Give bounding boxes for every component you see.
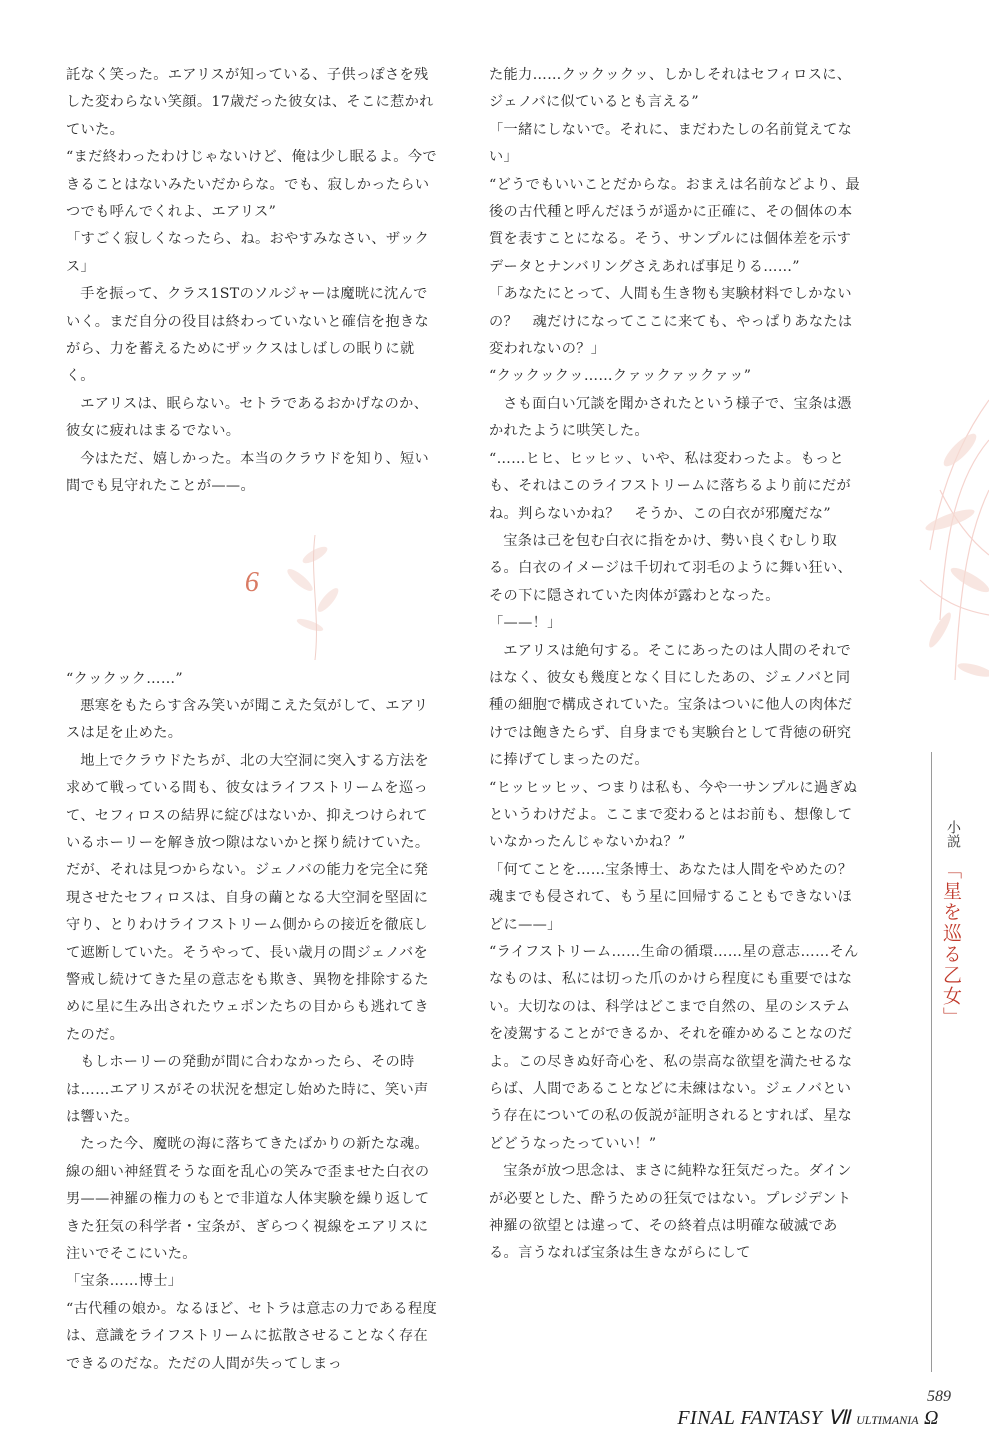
sidebar-divider [931,752,932,1372]
paragraph: 託なく笑った。エアリスが知っている、子供っぽさを残した変わらない笑顔。17歳だった彼女は、そこに惹かれていた。 [66,67,434,138]
right-column-paragraphs [489,62,867,1268]
page-number: 589 [927,1388,951,1405]
paragraph: “クックック……” [66,670,183,687]
paragraph: 「宝条……博士」 [66,1273,183,1290]
paragraph: 手を振って、クラス1STのソルジャーは魔晄に沈んでいく。まだ自分の役目は終わっていないと確信を抱きながら、力を蓄えるためにザックスはしばしの眠りに就く。 [66,286,430,385]
left-text-column [66,62,438,1378]
paragraph: “古代種の娘か。なるほど、セトラは意志の力である程度は、意識をライフストリームに拡散させることなく存在できるのだな。ただの人間が失ってしまっ [66,1300,438,1372]
footer-book-title [677,1405,939,1430]
left-column-top-paragraphs [66,62,438,501]
sidebar-title: 「星を巡る乙女」 [940,860,962,1028]
paragraph: 悪寒をもたらす含み笑いが聞こえた気がして、エアリスは足を止めた。 [66,697,429,742]
section-number: 6 [244,567,260,599]
right-text-column [489,62,867,1268]
paragraph: 今はただ、嬉しかった。本当のクラウドを知り、短い間でも見守れたことが——。 [66,450,430,495]
paragraph: 「何てことを……宝条博士、あなたは人間をやめたの？ 魂までも侵されて、もう星に回帰することもできないほどに——」 [489,861,867,933]
paragraph: 宝条は己を包む白衣に指をかけ、勢い良くむしり取る。白衣のイメージは千切れて羽毛のように舞い狂い、その下に隠されていた肉体が露わとなった。 [489,532,853,604]
paragraph: 「あなたにとって、人間も生き物も実験材料でしかないの？ 魂だけになってここに来ても、やっぱりあなたは変われないの？」 [489,286,853,358]
paragraph: たった今、魔晄の海に落ちてきたばかりの新たな魂。線の細い神経質そうな面を乱心の笑みで歪ませた白衣の男——神羅の権力のもとで非道な人体実験を繰り返してきた狂気の科学者・宝条が、ぎらつく視線をエアリスに注いでそこにいた。 [66,1136,430,1263]
paragraph: 「——！」 [489,615,562,632]
left-column-bottom-paragraphs [66,666,438,1379]
paragraph: 地上でクラウドたちが、北の大空洞に突入する方法を求めて戦っている間も、彼女はライフストリームを巡って、セフィロスの結界に綻びはないか、抑えつけられているホーリーを解き放つ隙はないかと探り続けていた。だが、それは見つからない。ジェノバの能力を完全に発現させたセフィロスは、自身の繭となる大空洞を堅固に守り、とりわけライフストリーム側からの接近を徹底して遮断していた。そうやって、長い歳月の間ジェノバを警戒し続けてきた星の意志をも欺き、異物を排除するために星に生み出されたウェポンたちの目からも逃れてきたのだ。 [66,752,430,1043]
sidebar-category: 小説 [945,820,961,848]
paragraph: さも面白い冗談を聞かされたという様子で、宝条は憑かれたように哄笑した。 [489,395,852,440]
paragraph: もしホーリーの発動が間に合わなかったら、その時は……エアリスがその状況を想定し始めた時に、笑い声は響いた。 [66,1054,429,1125]
paragraph: エアリスは、眠らない。セトラであるおかげなのか、彼女に疲れはまるでない。 [66,395,429,440]
paragraph: た能力……クックックッ、しかしそれはセフィロスに、ジェノバに似ているとも言える” [489,67,852,111]
paragraph: “……ヒヒ、ヒッヒッ、いや、私は変わったよ。もっとも、それはこのライフストリームに落ちるより前にだがね。判らないかね？ そうか、この白衣が邪魔だな” [489,450,852,522]
paragraph: 「一緒にしないで。それに、まだわたしの名前覚えてない」 [489,121,853,166]
paragraph: 「すごく寂しくなったら、ね。おやすみなさい、ザックス」 [66,231,430,275]
paragraph: “まだ終わったわけじゃないけど、俺は少し眠るよ。今できることはないみたいだからな。でも、寂しかったらいつでも呼んでくれよ、エアリス” [66,149,437,221]
footer-title-sub: ULTIMANIA [856,1413,919,1427]
footer-title-main: FINAL FANTASY Ⅶ [677,1407,851,1429]
footer-omega: Ω [924,1407,939,1429]
paragraph: “ライフストリーム……生命の循環……星の意志……そんなものは、私には切った爪のかけら程度にも重要ではない。大切なのは、科学はどこまで自然の、星のシステムを凌駕することができるか、それを確かめることなのだよ。この尽きぬ好奇心を、私の崇高な欲望を満たせるならば、人間であることなどに未練はない。ジェノバという存在についての私の仮説が証明されるとすれば、星などどうなったっていい！” [489,944,859,1152]
paragraph: “クックックッ……クァックァックァッ” [489,368,752,385]
paragraph: 宝条が放つ思念は、まさに純粋な狂気だった。ダインが必要とした、酔うための狂気ではない。プレジデント神羅の欲望とは違って、その終着点は明確な破滅である。言うなれば宝条は生きながらにして [489,1163,852,1262]
lily-decoration-right [900,380,989,720]
paragraph: “ヒッヒッヒッ、つまりは私も、今や一サンプルに過ぎぬというわけだよ。ここまで変わるとはお前も、想像していなかったんじゃないかね？” [489,779,858,851]
paragraph: “どうでもいいことだからな。おまえは名前などより、最後の古代種と呼んだほうが遥かに正確に、その個体の本質を表すことになる。そう、サンプルには個体差を示すデータとナンバリングさえあれば事足りる……” [489,176,861,275]
paragraph: エアリスは絶句する。そこにあったのは人間のそれではなく、彼女も幾度となく目にしたあの、ジェノバと同種の細胞で構成されていた。宝条はついに他人の肉体だけでは飽きたらず、自身までも実験台として背徳の研究に捧げてしまったのだ。 [489,642,853,769]
